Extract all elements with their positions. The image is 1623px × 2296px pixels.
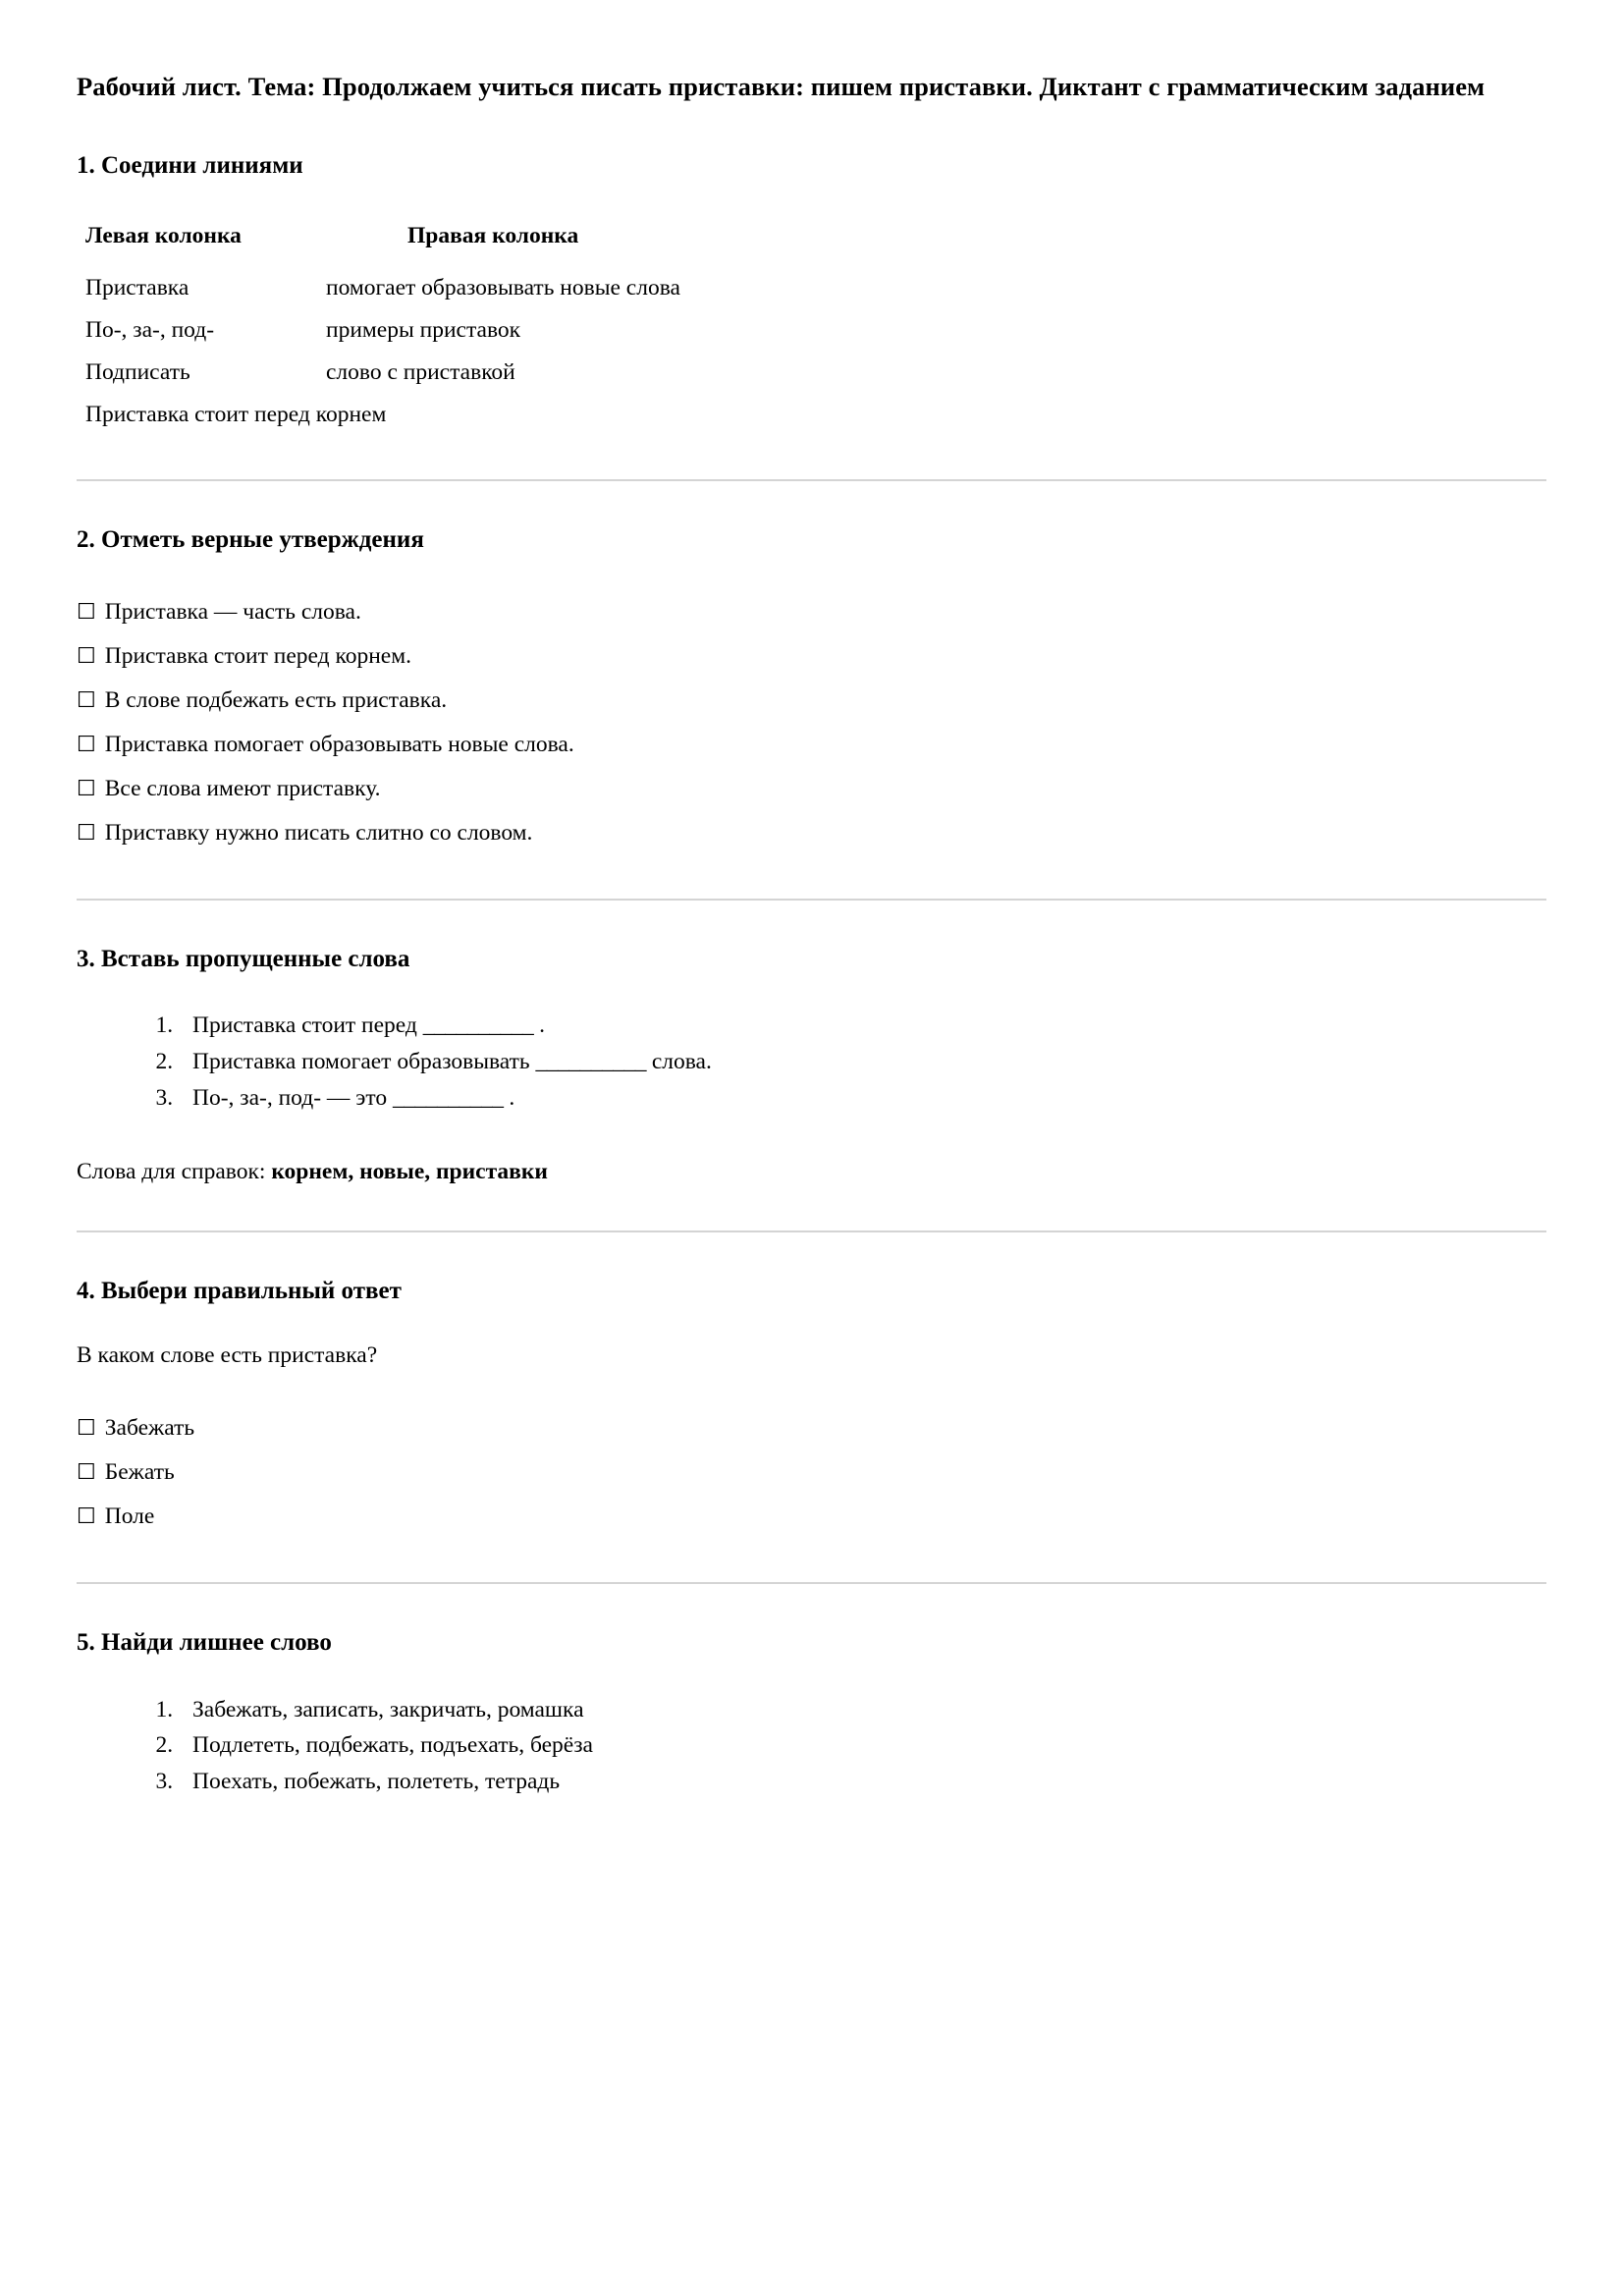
answer-options-list — [77, 1406, 1546, 1539]
list-item[interactable] — [179, 1009, 1546, 1043]
list-item[interactable] — [77, 590, 1546, 634]
checkbox-icon[interactable]: ☐ — [77, 731, 96, 756]
list-item[interactable] — [77, 1406, 1546, 1450]
statement-label: Приставку нужно писать слитно со словом. — [104, 819, 533, 846]
section-5-heading: 5. Найди лишнее слово — [77, 1629, 332, 1657]
statement-label: Все слова имеют приставку. — [104, 775, 381, 801]
blank-input[interactable]: __________ — [392, 1084, 504, 1111]
list-item[interactable] — [77, 1450, 1546, 1495]
option-label: Поле — [104, 1503, 155, 1530]
section-2-heading: 2. Отметь верные утверждения — [77, 526, 424, 554]
reference-label: Слова для справок: — [77, 1158, 272, 1184]
option-label: Забежать — [104, 1415, 195, 1442]
list-item[interactable] — [77, 634, 1546, 679]
blank-sentence-before: Приставка стоит перед — [192, 1012, 423, 1039]
fill-blank-list — [77, 1009, 1546, 1115]
checkbox-icon[interactable]: ☐ — [77, 819, 96, 845]
blank-sentence-before: По-, за-, под- — это — [192, 1084, 393, 1111]
match-right-item[interactable]: помогает образовывать новые слова — [326, 275, 680, 301]
page-title: Рабочий лист. Тема: Продолжаем учиться писать приставки: пишем приставки. Диктант с грамматическим заданием — [77, 72, 1486, 101]
list-item[interactable]: 3. Поехать, побежать, полететь, тетрадь — [179, 1765, 1546, 1799]
section-divider — [77, 479, 1546, 481]
section-fill-in-blanks — [77, 944, 1546, 1187]
blank-sentence-after: . — [533, 1012, 545, 1039]
checkbox-icon[interactable]: ☐ — [77, 775, 96, 800]
reference-words: корнем, новые, приставки — [271, 1158, 548, 1184]
checkbox-icon[interactable]: ☐ — [77, 1503, 96, 1529]
section-choose-answer — [77, 1276, 1546, 1540]
match-right-item[interactable]: слово с приставкой — [326, 359, 515, 386]
statement-label: Приставка — часть слова. — [104, 598, 361, 625]
question-text: В каком слове есть приставка? — [77, 1342, 378, 1369]
list-item[interactable] — [77, 679, 1546, 723]
section-divider — [77, 1230, 1546, 1232]
match-columns-table — [77, 215, 680, 436]
match-right-item[interactable]: примеры приставок — [326, 317, 521, 344]
statement-label: Приставка помогает образовывать новые слова. — [104, 731, 574, 757]
list-item[interactable] — [179, 1081, 1546, 1116]
statements-checkbox-list — [77, 590, 1546, 855]
list-item[interactable] — [179, 1045, 1546, 1079]
list-item[interactable] — [77, 811, 1546, 855]
section-divider — [77, 899, 1546, 901]
reference-words-line — [77, 1157, 1546, 1187]
list-item[interactable] — [77, 1495, 1546, 1539]
table-row[interactable] — [77, 267, 680, 309]
section-divider — [77, 1582, 1546, 1584]
checkbox-icon[interactable]: ☐ — [77, 686, 96, 712]
table-header-row — [77, 215, 680, 267]
table-row[interactable] — [77, 394, 680, 436]
column-header-right: Правая колонка — [407, 223, 579, 249]
list-item[interactable]: 2. Подлететь, подбежать, подъехать, берёза — [179, 1728, 1546, 1763]
odd-word-list — [77, 1693, 1546, 1799]
match-left-item[interactable]: Приставка — [85, 275, 189, 301]
checkbox-icon[interactable]: ☐ — [77, 598, 96, 624]
checkbox-icon[interactable]: ☐ — [77, 1459, 96, 1485]
blank-sentence-after: слова. — [645, 1049, 712, 1074]
section-true-statements — [77, 524, 1546, 855]
section-4-heading: 4. Выбери правильный ответ — [77, 1277, 402, 1304]
checkbox-icon[interactable]: ☐ — [77, 1415, 96, 1441]
table-row[interactable] — [77, 352, 680, 394]
section-match-lines — [77, 150, 1546, 437]
list-item[interactable] — [77, 767, 1546, 811]
option-label: Бежать — [104, 1459, 175, 1486]
section-1-heading: 1. Соедини линиями — [77, 151, 303, 179]
statement-label: Приставка стоит перед корнем. — [104, 642, 411, 669]
list-item[interactable] — [77, 723, 1546, 767]
match-left-item[interactable]: Подписать — [85, 359, 190, 386]
list-item[interactable]: 1. Забежать, записать, закричать, ромашка — [179, 1693, 1546, 1727]
section-odd-one-out — [77, 1627, 1546, 1799]
match-left-item[interactable]: По-, за-, под- — [85, 317, 215, 344]
blank-sentence-after: . — [503, 1084, 515, 1111]
statement-label: В слове подбежать есть приставка. — [104, 686, 448, 713]
blank-input[interactable]: __________ — [422, 1012, 534, 1039]
table-row[interactable] — [77, 309, 680, 352]
blank-input[interactable]: __________ — [535, 1049, 646, 1074]
match-trailing-item[interactable]: Приставка стоит перед корнем — [85, 402, 387, 428]
checkbox-icon[interactable]: ☐ — [77, 642, 96, 668]
column-header-left: Левая колонка — [85, 223, 242, 249]
blank-sentence-before: Приставка помогает образовывать — [192, 1049, 536, 1074]
section-3-heading: 3. Вставь пропущенные слова — [77, 945, 410, 972]
